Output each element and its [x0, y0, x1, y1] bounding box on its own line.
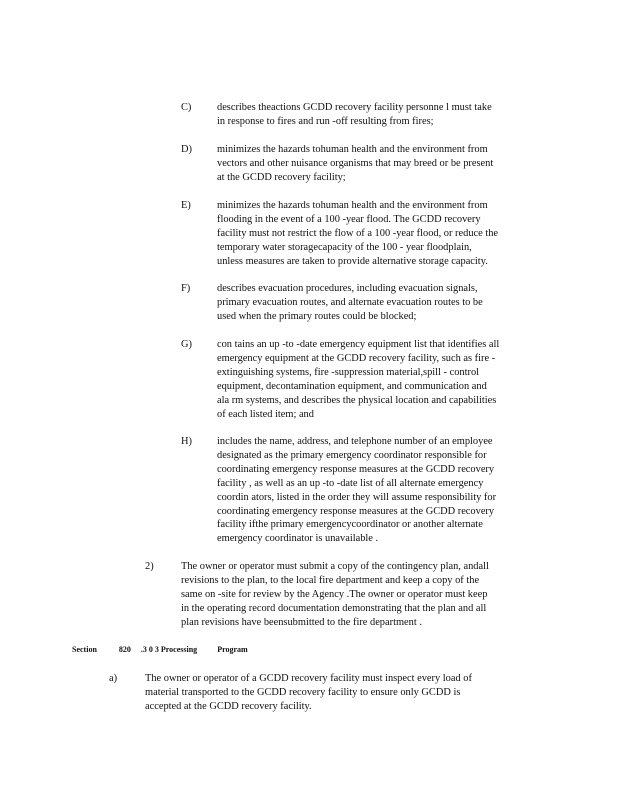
subitem-f-marker: F) [181, 283, 191, 294]
subitem-h-line-3: coordinating emergency response measures at the GCDD recovery [217, 463, 495, 475]
section-title: Program [217, 645, 248, 654]
subitem-d-marker: D) [181, 144, 192, 155]
subitem-h-line-7: facility ifthe primary emergencycoordinator or another alternate [217, 519, 483, 531]
subitem-e-line-3: facility must not restrict the flow of a 100 -year flood, or reduce the [217, 227, 499, 239]
subitem-e-line-2: flooding in the event of a 100 -year flood. The GCDD recovery [217, 213, 481, 225]
subitem-g-line-3: extinguishing systems, fire -suppression material,spill - control [217, 366, 480, 378]
subitem-g-marker: G) [181, 339, 192, 350]
subitem-h-line-1: includes the name, address, and telephone number of an employee [217, 436, 493, 447]
numbered-item-2-line-3: same on -site for review by the Agency .The owner or operator must keep [181, 588, 488, 600]
numbered-item-2-line-4: in the operating record documentation demonstrating that the plan and all [181, 602, 487, 614]
subitem-d-line-3: at the GCDD recovery facility; [217, 171, 346, 183]
subitem-g-line-2: emergency equipment at the GCDD recovery facility, such as fire - [217, 352, 496, 364]
subitem-g-line-5: ala rm systems, and describes the physical location and capabilities [217, 394, 497, 406]
paragraph-a-line-1: The owner or operator of a GCDD recovery facility must inspect every load of [145, 673, 472, 684]
numbered-item-2-line-1: The owner or operator must submit a copy of the contingency plan, andall [181, 561, 489, 572]
subitem-g-line-4: equipment, decontamination equipment, and communication and [217, 380, 487, 392]
subitem-d-line-2: vectors and other nuisance organisms that may breed or be present [217, 157, 494, 169]
section-subsection: .3 0 3 Processing [140, 645, 198, 654]
subitem-g-line-1: con tains an up -to -date emergency equipment list that identifies all [217, 339, 500, 350]
section-heading [72, 645, 256, 654]
subitem-f-line-1: describes evacuation procedures, including evacuation signals, [217, 283, 478, 294]
subitem-e-line-4: temporary water storagecapacity of the 100 - year floodplain, [217, 241, 472, 253]
subitem-f-line-3: used when the primary routes could be blocked; [217, 310, 417, 322]
paragraph-a-line-2: material transported to the GCDD recovery facility to ensure only GCDD is [145, 686, 461, 698]
subitem-c-line-2: in response to fires and run -off resulting from fires; [217, 115, 434, 127]
subitem-h-line-8: emergency coordinator is unavailable . [217, 533, 379, 545]
subitem-h-marker: H) [181, 436, 192, 447]
subitem-h-line-2: designated as the primary emergency coordinator responsible for [217, 449, 487, 461]
subitem-h-line-5: coordin ators, listed in the order they will assume responsibility for [217, 491, 497, 503]
subitem-c-marker: C) [181, 102, 192, 113]
paragraph-a-marker: a) [109, 673, 118, 684]
subitem-e-line-5: unless measures are taken to provide alternative storage capacity. [217, 255, 488, 267]
subitem-h-line-6: coordinating emergency response measures at the GCDD recovery [217, 505, 495, 517]
numbered-item-2-marker: 2) [145, 561, 154, 572]
section-word: Section [72, 645, 97, 654]
numbered-item-2-line-2: revisions to the plan, to the local fire department and keep a copy of the [181, 574, 480, 586]
subitem-g-line-6: of each listed item; and [217, 408, 314, 420]
paragraph-a-line-3: accepted at the GCDD recovery facility. [145, 700, 312, 712]
subitem-d-line-1: minimizes the hazards tohuman health and the environment from [217, 144, 488, 155]
subitem-f-line-2: primary evacuation routes, and alternate evacuation routes to be [217, 296, 483, 308]
section-number: 820 [118, 645, 131, 654]
subitem-e-line-1: minimizes the hazards tohuman health and the environment from [217, 200, 488, 211]
subitem-c-line-1: describes theactions GCDD recovery facility personne l must take [217, 102, 492, 113]
subitem-h-line-4: facility , as well as an up -to -date list of all alternate emergency [217, 477, 484, 489]
subitem-e-marker: E) [181, 200, 191, 211]
numbered-item-2-line-5: plan revisions have beensubmitted to the fire department . [181, 616, 422, 628]
